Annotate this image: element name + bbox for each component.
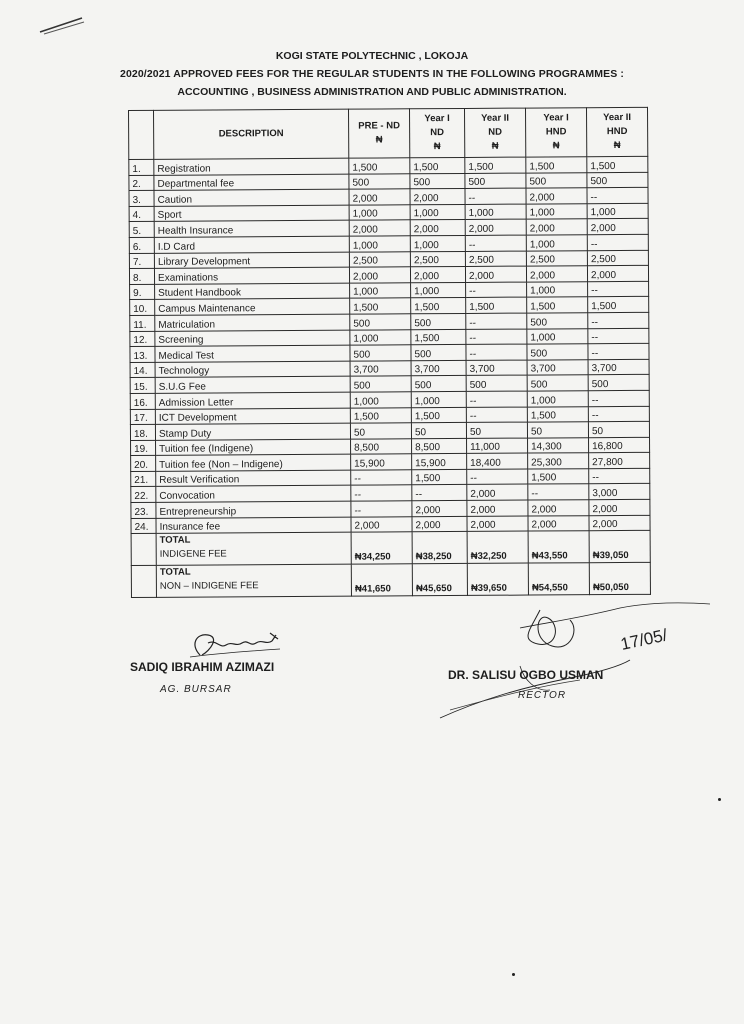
scan-speck [718,798,721,801]
fee-amount: 500 [465,173,526,189]
fee-amount: -- [351,501,412,517]
fee-amount: 2,500 [526,250,587,266]
fee-amount: 500 [350,376,411,392]
institution-title: KOGI STATE POLYTECHNIC , LOKOJA [275,50,469,62]
fee-amount: 2,000 [465,266,526,282]
fee-amount: 3,000 [589,484,650,500]
document-header [0,50,744,98]
fee-amount: 14,300 [528,437,589,453]
total-label-line2: INDIGENE FEE [159,548,227,561]
fee-amount: 3,700 [466,360,527,376]
row-number [131,566,156,598]
fee-amount: -- [467,469,528,485]
fee-description: Library Development [154,252,349,269]
fee-amount: 50 [411,423,466,439]
fee-amount: 8,500 [412,438,467,454]
fee-amount: 2,000 [467,500,528,516]
row-number: 23. [131,502,156,518]
table-header-row [129,107,648,159]
row-number: 10. [130,300,155,316]
fee-amount: 50 [588,421,649,437]
fee-amount: 3,700 [527,359,588,375]
fee-amount: -- [588,312,649,328]
description-column-header: DESCRIPTION [154,109,349,159]
row-number: 11. [130,315,155,331]
fee-description: ICT Development [155,408,350,425]
fee-amount: 1,000 [350,392,411,408]
fee-description: Matriculation [155,314,350,331]
fee-amount: 2,000 [587,219,648,235]
row-number: 14. [130,362,155,378]
fee-amount: 1,000 [349,205,410,221]
fee-amount: 1,500 [349,158,410,174]
row-number: 12. [130,331,155,347]
fee-amount: 3,700 [411,360,466,376]
fee-amount: -- [588,343,649,359]
fee-description: Campus Maintenance [155,298,350,315]
row-number: 13. [130,346,155,362]
fee-amount: 2,000 [410,220,465,236]
fee-description: Stamp Duty [155,423,350,440]
fee-amount: 1,000 [410,235,465,251]
total-amount: ₦32,250 [467,531,528,563]
total-amount: ₦39,050 [589,531,650,563]
fee-amount: 1,000 [526,203,587,219]
fee-amount: 500 [410,173,465,189]
fee-amount: 1,000 [527,391,588,407]
fee-amount: -- [412,485,467,501]
fee-amount: 500 [527,375,588,391]
total-label-line2: NON – INDIGENE FEE [159,580,259,593]
fee-amount: 1,000 [411,391,466,407]
fee-amount: 500 [350,345,411,361]
fee-amount: 50 [527,422,588,438]
programmes-title: ACCOUNTING , BUSINESS ADMINISTRATION AND PUBLIC ADMINISTRATION. [177,86,567,98]
fee-amount: 2,500 [465,251,526,267]
fee-amount: 2,000 [412,500,467,516]
fee-description: Caution [154,189,349,206]
fee-amount: 2,000 [589,499,650,515]
total-amount: ₦45,650 [412,564,467,596]
fee-amount: 50 [350,423,411,439]
row-number: 6. [129,237,154,253]
total-row [131,563,650,598]
fee-description: Health Insurance [154,221,349,238]
fee-amount: 1,500 [528,469,589,485]
fee-amount: 2,000 [526,188,587,204]
fee-amount: 500 [527,313,588,329]
fee-amount: 500 [587,172,648,188]
fee-amount: 1,000 [527,281,588,297]
fee-amount: 18,400 [467,453,528,469]
fee-amount: 1,500 [526,157,587,173]
bursar-signature [130,625,320,665]
fee-amount: -- [588,281,649,297]
total-amount: ₦39,650 [467,563,528,595]
fee-amount: -- [351,470,412,486]
fee-amount: 2,000 [349,267,410,283]
row-number: 19. [131,440,156,456]
fee-amount: -- [351,485,412,501]
total-amount: ₦34,250 [351,532,412,564]
fee-amount: -- [587,234,648,250]
total-label-line1: TOTAL [159,534,191,547]
fee-amount: 2,000 [412,516,467,532]
rector-signature-date: 17/05/ [618,625,670,654]
fee-amount: 1,500 [587,156,648,172]
fee-description: Examinations [154,267,349,284]
total-label [156,564,351,597]
fee-amount: 1,500 [527,297,588,313]
fee-amount: 2,000 [349,220,410,236]
row-number: 2. [129,175,154,191]
fee-description: Entrepreneurship [156,501,351,518]
bursar-name: SADIQ IBRAHIM AZIMAZI [130,660,275,674]
fee-amount: 1,500 [411,329,466,345]
fee-amount: 16,800 [589,437,650,453]
fee-amount: -- [588,406,649,422]
row-number: 5. [129,222,154,238]
row-number: 21. [131,471,156,487]
fee-amount: 2,000 [410,189,465,205]
rector-name: DR. SALISU OGBO USMAN [448,668,604,682]
fee-amount: 1,000 [349,236,410,252]
row-number: 1. [129,159,154,175]
fee-amount: -- [466,313,527,329]
fee-description: Tuition fee (Non – Indigene) [156,454,351,471]
fee-amount: 27,800 [589,453,650,469]
fee-amount: 2,000 [467,516,528,532]
total-amount: ₦41,650 [351,564,412,596]
fee-amount: 1,500 [411,407,466,423]
fee-amount: 2,000 [526,219,587,235]
year2-hnd-column-header: Year II HND ₦ [586,107,647,156]
row-number: 17. [130,409,155,425]
fee-amount: 1,500 [588,297,649,313]
fee-amount: 1,000 [410,204,465,220]
fee-amount: -- [466,282,527,298]
fee-amount: 1,500 [350,407,411,423]
fee-rows [129,156,651,597]
fee-amount: 500 [466,375,527,391]
total-amount: ₦43,550 [528,531,589,563]
fee-amount: -- [466,329,527,345]
row-number: 9. [130,284,155,300]
fee-amount: 1,500 [350,298,411,314]
row-number: 7. [129,253,154,269]
fee-amount: 500 [349,173,410,189]
fee-amount: -- [587,188,648,204]
fee-amount: 8,500 [351,438,412,454]
fee-amount: 2,000 [467,485,528,501]
fee-amount: 500 [350,314,411,330]
row-number: 22. [131,487,156,503]
fee-description: Result Verification [156,470,351,487]
fee-amount: 2,000 [528,500,589,516]
fee-amount: 1,500 [411,298,466,314]
fee-amount: -- [465,188,526,204]
year1-nd-column-header: Year I ND ₦ [409,108,464,157]
fee-amount: 1,000 [526,235,587,251]
fee-description: Medical Test [155,345,350,362]
fee-amount: 2,000 [410,267,465,283]
fee-amount: 1,500 [465,157,526,173]
fee-description: Tuition fee (Indigene) [156,439,351,456]
fee-amount: 2,500 [587,250,648,266]
fee-amount: 1,500 [412,469,467,485]
total-amount: ₦54,550 [528,563,589,595]
fee-amount: 2,000 [528,515,589,531]
fee-amount: -- [528,484,589,500]
fee-amount: -- [588,390,649,406]
fee-amount: -- [466,344,527,360]
row-number: 3. [129,191,154,207]
fee-amount: 500 [526,172,587,188]
fee-description: Admission Letter [155,392,350,409]
fees-table [128,107,651,598]
total-row [131,531,650,566]
year1-hnd-column-header: Year I HND ₦ [525,108,586,157]
fee-description: Screening [155,330,350,347]
fee-description: Departmental fee [154,174,349,191]
row-number: 18. [130,424,155,440]
fee-amount: 11,000 [467,438,528,454]
bursar-role: AG. BURSAR [160,684,232,695]
fee-amount: 25,300 [528,453,589,469]
fee-amount: 1,000 [465,204,526,220]
fee-description: Sport [154,205,349,222]
fee-amount: 500 [588,375,649,391]
fee-amount: 1,000 [350,329,411,345]
fee-amount: -- [465,235,526,251]
fee-amount: 15,900 [351,454,412,470]
scan-speck [512,973,515,976]
total-amount: ₦50,050 [589,563,650,595]
row-number: 8. [129,268,154,284]
row-number [131,534,156,566]
fee-description: Convocation [156,486,351,503]
fee-description: I.D Card [154,236,349,253]
fee-amount: 1,000 [350,283,411,299]
fee-amount: 2,000 [587,265,648,281]
fee-amount: 500 [411,376,466,392]
fee-amount: 2,000 [589,515,650,531]
total-label [156,532,351,565]
fee-description: Registration [154,158,349,175]
fee-amount: 1,000 [587,203,648,219]
fee-amount: 500 [411,345,466,361]
fee-amount: 2,000 [526,266,587,282]
fee-amount: 500 [411,313,466,329]
fee-amount: 1,500 [527,406,588,422]
fee-description: S.U.G Fee [155,376,350,393]
fee-amount: 2,000 [465,219,526,235]
fee-amount: -- [466,407,527,423]
fees-title: 2020/2021 APPROVED FEES FOR THE REGULAR STUDENTS IN THE FOLLOWING PROGRAMMES : [120,68,624,80]
fee-amount: -- [466,391,527,407]
pre-nd-column-header: PRE - ND ₦ [348,109,409,158]
row-number: 16. [130,393,155,409]
fee-description: Technology [155,361,350,378]
fee-amount: 15,900 [412,454,467,470]
fee-amount: -- [589,468,650,484]
fee-amount: 2,500 [410,251,465,267]
fee-amount: 3,700 [588,359,649,375]
row-number: 24. [131,518,156,534]
row-number: 15. [130,378,155,394]
year2-nd-column-header: Year II ND ₦ [464,108,525,157]
fee-amount: 50 [466,422,527,438]
fee-description: Insurance fee [156,517,351,534]
fee-amount: -- [588,328,649,344]
rector-role: RECTOR [518,690,567,701]
fee-amount: 500 [527,344,588,360]
rector-signature [420,600,720,730]
number-column-header [129,110,154,159]
scan-mark [38,14,86,36]
fee-amount: 1,500 [466,297,527,313]
fee-amount: 1,000 [527,328,588,344]
fee-amount: 1,000 [411,282,466,298]
row-number: 20. [131,456,156,472]
fee-amount: 2,500 [349,251,410,267]
fee-amount: 2,000 [349,189,410,205]
fee-amount: 1,500 [410,157,465,173]
total-amount: ₦38,250 [412,532,467,564]
fee-amount: 3,700 [350,360,411,376]
fee-description: Student Handbook [155,283,350,300]
row-number: 4. [129,206,154,222]
total-label-line1: TOTAL [159,566,191,579]
fee-amount: 2,000 [351,516,412,532]
